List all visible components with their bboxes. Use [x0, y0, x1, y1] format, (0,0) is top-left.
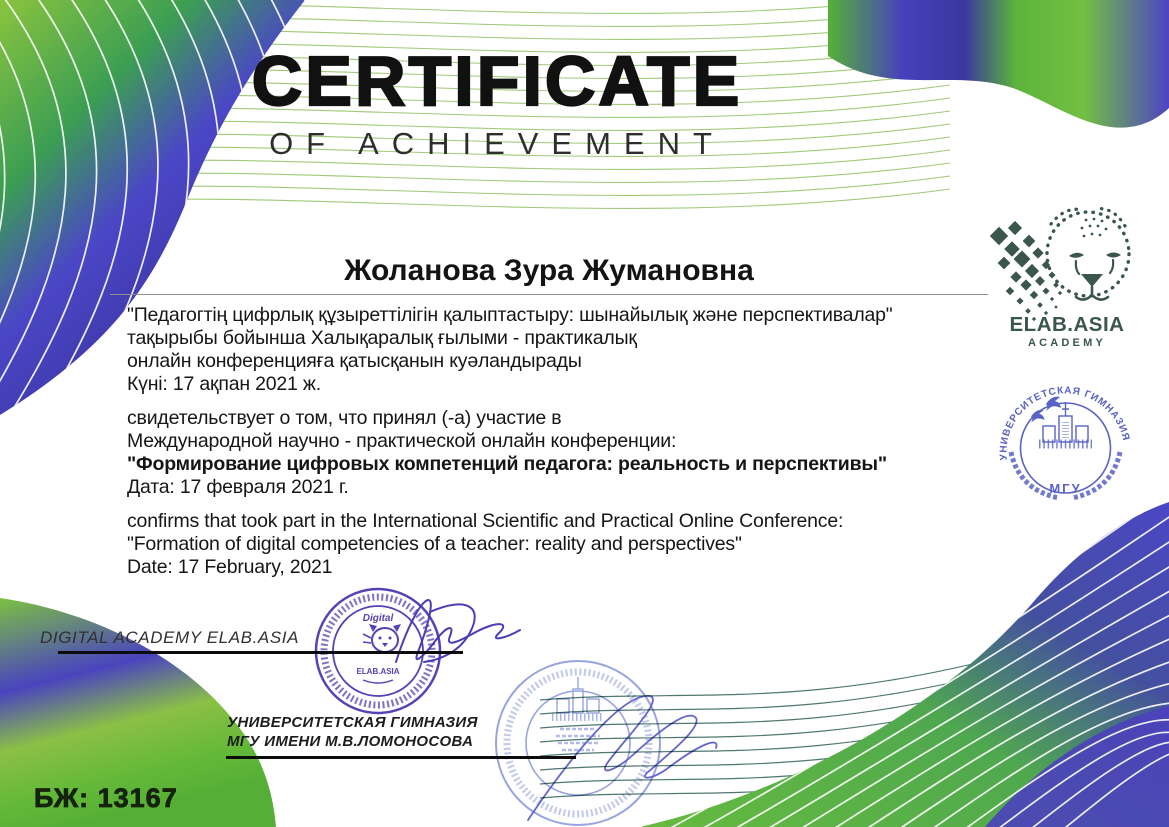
elab-stamp-bottom-text: ELAB.ASIA: [356, 667, 400, 676]
elab-logo-academy: ACADEMY: [1027, 337, 1107, 349]
russian-line-bold: "Формирование цифровых компетенций педагога: реальность и перспективы": [127, 453, 887, 475]
certificate-title: CERTIFICATE: [251, 42, 743, 120]
elab-asia-logo: [985, 192, 1143, 352]
kazakh-line: онлайн конференцияға қатысқанын куәландырады: [127, 350, 582, 372]
certificate-subtitle: OF ACHIEVEMENT: [269, 126, 725, 161]
cheetah-icon: [1047, 209, 1129, 300]
elab-logo-brand: ELAB.ASIA: [1009, 313, 1125, 336]
right-signatory-line: МГУ ИМЕНИ М.В.ЛОМОНОСОВА: [227, 732, 474, 750]
mgu-logo-label: МГУ: [1049, 481, 1082, 496]
russian-paragraph: [127, 407, 893, 499]
english-line: "Formation of digital competencies of a teacher: reality and perspectives": [127, 533, 742, 555]
right-signatory-label: [227, 714, 478, 751]
cheetah-spots: [1081, 218, 1108, 238]
elab-stamp-top-text: Digital: [362, 613, 394, 624]
left-signatory-underline: [58, 651, 463, 654]
right-signatory-underline: [226, 756, 576, 759]
left-signatory-label: DIGITAL ACADEMY ELAB.ASIA: [40, 628, 300, 647]
kazakh-paragraph: [127, 304, 893, 396]
mgu-ring-text: УНИВЕРСИТЕТСКАЯ ГИМНАЗИЯ: [998, 385, 1132, 461]
english-paragraph: [127, 510, 893, 579]
cheetah-diamond-pattern: [990, 221, 1062, 321]
serial-number: БЖ: 13167: [34, 783, 178, 813]
right-signatory-line: УНИВЕРСИТЕТСКАЯ ГИМНАЗИЯ: [227, 714, 478, 731]
english-line: confirms that took part in the International Scientific and Practical Online Conference:: [127, 510, 844, 532]
russian-line: Международной научно - практической онлайн конференции:: [127, 430, 677, 452]
recipient-name: Жоланова Зура Жумановна: [344, 254, 754, 287]
kazakh-line: тақырыбы бойынша Халықаралық ғылыми - практикалық: [127, 327, 637, 349]
recipient-name-underline: [110, 294, 988, 295]
kazakh-line: "Педагогтің цифрлық құзыреттілігін қалыптастыру: шынайылық және перспективалар": [127, 304, 893, 326]
russian-line: свидетельствует о том, что принял (-а) участие в: [127, 407, 562, 429]
mgu-gymnasium-logo: [993, 382, 1138, 514]
certificate-header: [147, 42, 847, 162]
university-building-icon: [1039, 402, 1092, 444]
certificate-body: [127, 304, 893, 590]
kazakh-line: Күні: 17 ақпан 2021 ж.: [127, 373, 321, 395]
russian-line: Дата: 17 февраля 2021 г.: [127, 476, 349, 498]
english-line: Date: 17 February, 2021: [127, 556, 333, 578]
